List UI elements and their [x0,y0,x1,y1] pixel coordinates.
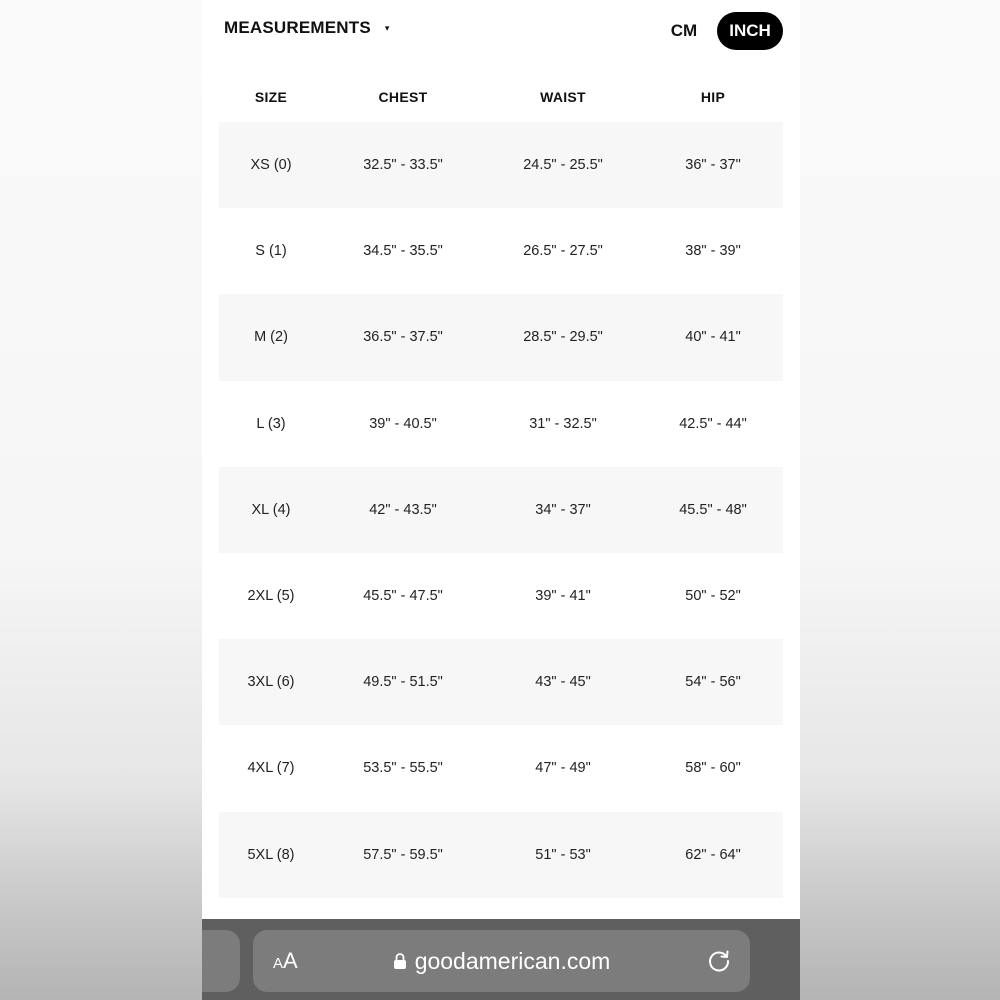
chest-cell: 36.5" - 37.5" [363,329,443,346]
caret-down-icon: ▾ [384,22,390,33]
size-cell: 5XL (8) [247,846,295,863]
hip-cell: 50" - 52" [685,588,741,605]
waist-cell: 43" - 45" [535,674,591,691]
address-bar[interactable] [253,930,750,992]
hip-cell: 58" - 60" [685,760,741,777]
size-cell: L (3) [256,415,286,432]
table-row [219,294,783,380]
table-row [219,467,783,553]
unit-inch-button[interactable]: INCH [717,12,783,50]
measurements-title: MEASUREMENTS [224,18,371,37]
chest-cell: 49.5" - 51.5" [363,674,443,691]
hip-cell: 62" - 64" [685,846,741,863]
browser-toolbar [202,919,800,1000]
waist-cell: 28.5" - 29.5" [523,329,603,346]
chest-cell: 53.5" - 55.5" [363,760,443,777]
chest-cell: 32.5" - 33.5" [363,157,443,174]
chest-cell: 45.5" - 47.5" [363,588,443,605]
column-header-chest: CHEST [378,89,428,105]
chest-cell: 57.5" - 59.5" [363,846,443,863]
waist-cell: 39" - 41" [535,588,591,605]
size-chart-panel [202,0,800,1000]
lock-icon [393,952,407,970]
column-header-size: SIZE [254,89,288,105]
text-size-small-a: A [273,955,284,972]
size-cell: M (2) [254,329,288,346]
size-cell: 2XL (5) [247,588,295,605]
size-cell: XL (4) [251,501,291,518]
hip-cell: 38" - 39" [685,243,741,260]
hip-cell: 54" - 56" [685,674,741,691]
size-chart-header [202,0,800,62]
waist-cell: 26.5" - 27.5" [523,243,603,260]
waist-cell: 47" - 49" [535,760,591,777]
hip-cell: 42.5" - 44" [679,415,747,432]
table-row [219,208,783,294]
table-row [219,812,783,898]
unit-cm-button[interactable]: CM [670,21,698,40]
table-row [219,639,783,725]
column-header-waist: WAIST [540,89,586,105]
waist-cell: 24.5" - 25.5" [523,157,603,174]
size-cell: 4XL (7) [247,760,295,777]
table-row [219,381,783,467]
size-cell: 3XL (6) [247,674,295,691]
size-cell: XS (0) [250,157,292,174]
text-size-large-a: A [283,948,298,973]
url-text: goodamerican.com [414,948,611,974]
waist-cell: 34" - 37" [535,501,591,518]
table-row [219,553,783,639]
waist-cell: 31" - 32.5" [529,415,597,432]
reload-icon[interactable] [706,948,732,974]
url-display[interactable] [253,948,750,975]
hip-cell: 40" - 41" [685,329,741,346]
hip-cell: 45.5" - 48" [679,501,747,518]
chest-cell: 42" - 43.5" [369,501,437,518]
chest-cell: 39" - 40.5" [369,415,437,432]
waist-cell: 51" - 53" [535,846,591,863]
table-row [219,122,783,208]
column-header-hip: HIP [700,89,726,105]
size-table [219,72,783,898]
size-cell: S (1) [255,243,287,260]
chest-cell: 34.5" - 35.5" [363,243,443,260]
measurements-dropdown[interactable] [224,18,389,38]
previous-tab-preview[interactable] [202,930,240,992]
table-header-row [219,72,783,122]
table-row [219,725,783,811]
hip-cell: 36" - 37" [685,157,741,174]
